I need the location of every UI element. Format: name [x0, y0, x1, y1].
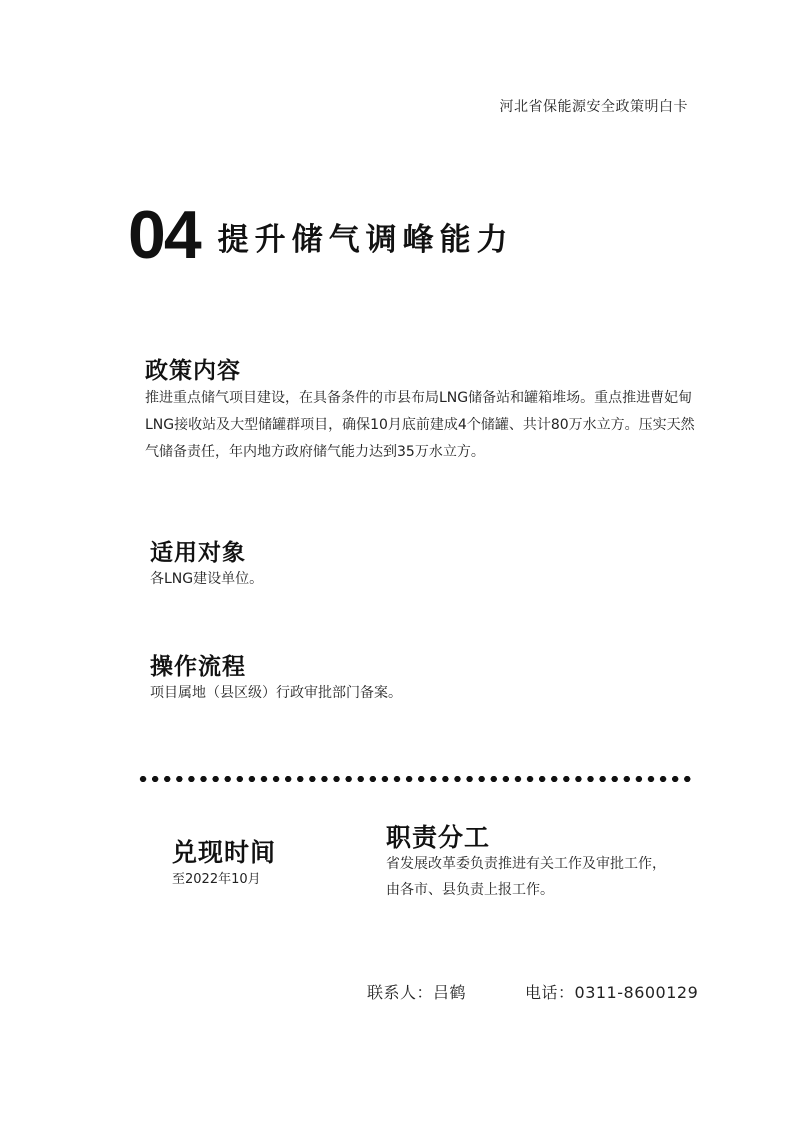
operation-process-body: 项目属地（县区级）行政审批部门备案。: [150, 685, 402, 701]
chapter-number: 04: [128, 197, 200, 273]
operation-process-heading: 操作流程: [150, 654, 246, 680]
duty-division-body: 省发展改革委负责推进有关工作及审批工作，由各市、县负责上报工作。: [386, 856, 666, 898]
policy-content-body: 推进重点储气项目建设，在具备条件的市县布局LNG储备站和罐箱堆场。重点推进曹妃甸LNG接收站及大型储罐群项目，确保10月底前建成4个储罐、共计80万水立方。压实天然气储备责任，年内地方政府储气能力达到35万水立方。: [145, 390, 695, 460]
policy-content-heading: 政策内容: [145, 358, 241, 384]
contact-phone-number: 0311-8600129: [574, 983, 699, 1002]
contact-person-name: 吕鹤: [433, 983, 467, 1002]
redeem-time-heading: 兑现时间: [172, 838, 277, 867]
document-header-title: 河北省保能源安全政策明白卡: [499, 99, 688, 115]
contact-person: [367, 980, 466, 1003]
redeem-time-body: 至2022年10月: [172, 872, 261, 887]
applicable-target-body: 各LNG建设单位。: [150, 571, 264, 587]
duty-division-heading: 职责分工: [386, 823, 491, 852]
contact-person-label: 联系人：: [367, 983, 434, 1002]
chapter-heading: [128, 197, 514, 273]
dotted-divider: [137, 775, 692, 783]
contact-phone-label: 电话：: [525, 983, 575, 1002]
contact-phone: [525, 980, 698, 1003]
chapter-title: 提升储气调峰能力: [217, 221, 514, 258]
applicable-target-heading: 适用对象: [150, 540, 246, 566]
